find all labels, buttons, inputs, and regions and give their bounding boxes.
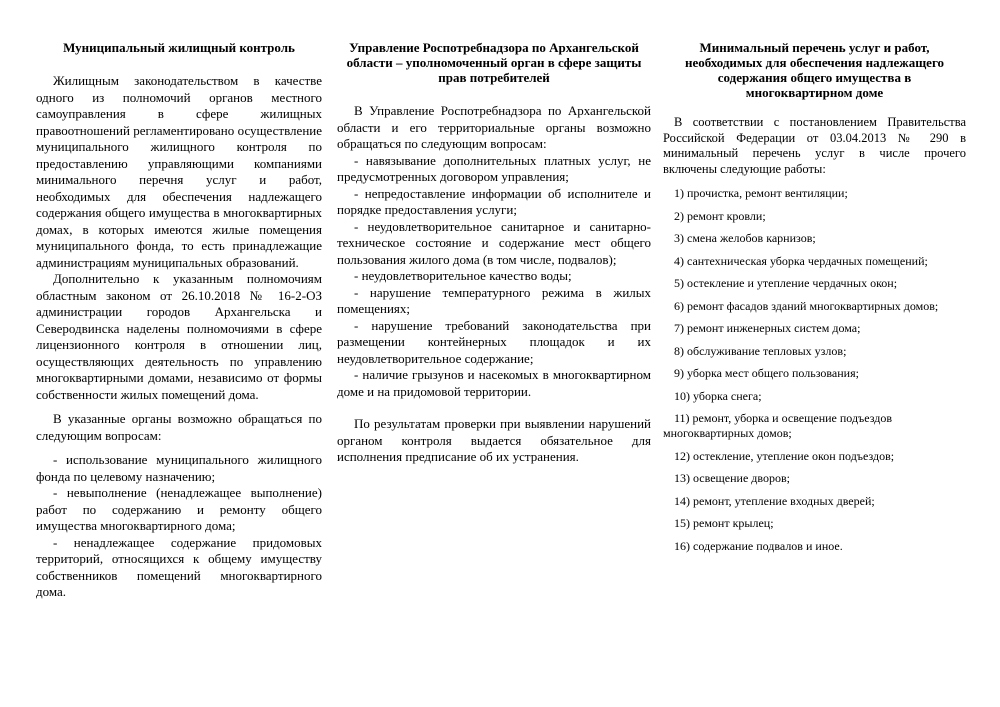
paragraph: В Управление Роспотребнадзора по Архангельской области и его территориальные органы возможно обращаться по следующим вопросам:	[337, 103, 651, 151]
column-heading: Минимальный перечень услуг и работ, необходимых для обеспечения надлежащего содержания общего имущества в многоквартирном доме	[684, 40, 945, 100]
list-item: 9) уборка мест общего пользования;	[674, 366, 859, 380]
paragraph: В указанные органы возможно обращаться по следующим вопросам:	[36, 411, 322, 443]
list-item: 11) ремонт, уборка и освещение подъездов многоквартирных домов;	[663, 411, 893, 440]
column-municipal-control	[36, 40, 322, 601]
list-item: 16) содержание подвалов и иное.	[674, 538, 843, 553]
list-item: - непредоставление информации об исполнителе и порядке предоставления услуги;	[337, 185, 651, 217]
list-item: 13) освещение дворов;	[674, 471, 790, 485]
list-item: 4) сантехническая уборка чердачных помещений;	[674, 253, 928, 268]
paragraph: В соответствии с постановлением Правительства Российской Федерации от 03.04.2013 № 290 в минимальный перечень услуг в числе прочего включены следующие работы:	[663, 115, 966, 176]
list-item: - невыполнение (ненадлежащее выполнение) работ по содержанию и ремонту общего имущества многоквартирного дома;	[36, 485, 322, 533]
list-item: - нарушение требований законодательства при размещении контейнерных площадок и их неудовлетворительное содержание;	[337, 317, 651, 366]
list-item: 5) остекление и утепление чердачных окон;	[674, 276, 898, 290]
list-item: 2) ремонт кровли;	[674, 208, 766, 223]
list-item: 12) остекление, утепление окон подъездов;	[674, 448, 895, 463]
column-minimal-services	[663, 40, 966, 561]
issue-list	[337, 153, 651, 401]
paragraph: По результатам проверки при выявлении нарушений органом контроля выдается обязательное для исполнения предписание об их устранения.	[337, 416, 651, 464]
list-item: 10) уборка снега;	[674, 388, 762, 403]
list-item: 7) ремонт инженерных систем дома;	[674, 321, 861, 335]
list-item: - ненадлежащее содержание придомовых территорий, относящихся к общему имуществу собственников помещений многоквартирного дома.	[36, 534, 322, 599]
list-item: 8) обслуживание тепловых узлов;	[674, 343, 847, 358]
column-heading: Управление Роспотребнадзора по Архангельской области – уполномоченный орган в сфере защиты прав потребителей	[346, 40, 642, 85]
issue-list	[36, 452, 322, 601]
column-heading: Муниципальный жилищный контроль	[63, 40, 295, 55]
list-item: 3) смена желобов карнизов;	[674, 231, 816, 245]
list-item: - неудовлетворительное санитарное и санитарно-техническое состояние и содержание мест общего пользования жилого дома (в том числе, подвалов);	[337, 218, 651, 267]
list-item: - наличие грызунов и насекомых в многоквартирном доме и на придомовой территории.	[337, 367, 651, 399]
list-item: - навязывание дополнительных платных услуг, не предусмотренных договором управления;	[337, 152, 651, 184]
list-item: - неудовлетворительное качество воды;	[354, 268, 572, 283]
list-item: 15) ремонт крылец;	[674, 516, 774, 530]
paragraph: Жилищным законодательством в качестве одного из полномочий органов местного самоуправления в сфере жилищных правоотношений регламентировано осуществление муниципального жилищного контроля по предоставлению управляющими компаниями минимального перечня услуг и работ, необходимых для обеспечения надлежащего содержания общего имущества в многоквартирных домах, в которых имеются жилые помещения муниципального фонда, то есть принадлежащие администрациям муниципальных образований.	[36, 73, 322, 270]
list-item: 6) ремонт фасадов зданий многоквартирных домов;	[674, 298, 939, 313]
list-item: 1) прочистка, ремонт вентиляции;	[674, 186, 848, 200]
services-list	[663, 186, 966, 554]
list-item: - нарушение температурного режима в жилых помещениях;	[337, 284, 651, 316]
column-rospotrebnadzor	[337, 40, 651, 466]
paragraph: Дополнительно к указанным полномочиям областным законом от 26.10.2018 № 16-2-ОЗ администрации городов Архангельска и Северодвинска наделены полномочиями в сфере лицензионного контроля в отношении лиц, осуществляющих деятельность по управлению многоквартирными домами, независимо от формы собственности жилых помещений дома.	[36, 271, 322, 402]
list-item: - использование муниципального жилищного фонда по целевому назначению;	[36, 452, 322, 484]
list-item: 14) ремонт, утепление входных дверей;	[674, 493, 875, 508]
